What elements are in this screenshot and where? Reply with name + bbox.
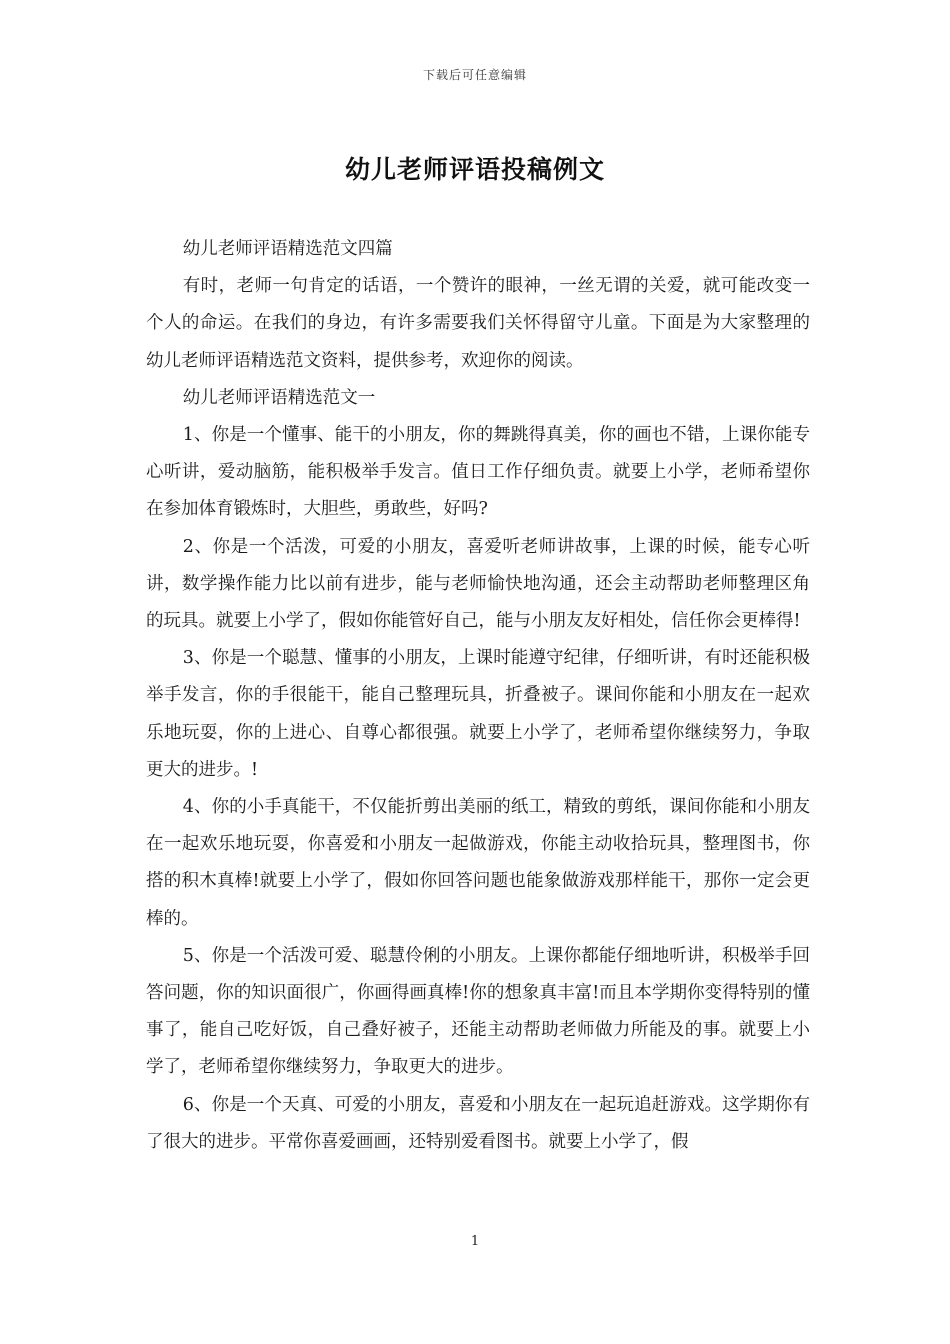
document-body bbox=[146, 231, 810, 1161]
paragraph-comment-5: 5、你是一个活泼可爱、聪慧伶俐的小朋友。上课你都能仔细地听讲，积极举手回答问题，你的知识面很广，你画得画真棒!你的想象真丰富!而且本学期你变得特别的懂事了，能自己吃好饭，自己叠好被子，还能主动帮助老师做力所能及的事。就要上小学了，老师希望你继续努力，争取更大的进步。 bbox=[146, 945, 810, 1078]
paragraph-comment-3: 3、你是一个聪慧、懂事的小朋友，上课时能遵守纪律，仔细听讲，有时还能积极举手发言，你的手很能干，能自己整理玩具，折叠被子。课间你能和小朋友在一起欢乐地玩耍，你的上进心、自尊心都很强。就要上小学了，老师希望你继续努力，争取更大的进步。! bbox=[146, 648, 810, 780]
page-number: 1 bbox=[470, 1234, 480, 1249]
paragraph-comment-1: 1、你是一个懂事、能干的小朋友，你的舞跳得真美，你的画也不错，上课你能专心听讲，爱动脑筋，能积极举手发言。值日工作仔细负责。就要上小学，老师希望你在参加体育锻炼时，大胆些，勇敢些，好吗? bbox=[146, 425, 810, 520]
paragraph-comment-6: 6、你是一个天真、可爱的小朋友，喜爱和小朋友在一起玩追赶游戏。这学期你有了很大的进步。平常你喜爱画画，还特别爱看图书。就要上小学了，假 bbox=[146, 1094, 810, 1152]
paragraph-intro: 有时，老师一句肯定的话语，一个赞许的眼神，一丝无谓的关爱，就可能改变一个人的命运。在我们的身边，有许多需要我们关怀得留守儿童。下面是为大家整理的幼儿老师评语精选范文资料，提供参考，欢迎你的阅读。 bbox=[146, 276, 810, 371]
paragraph-subtitle: 幼儿老师评语精选范文四篇 bbox=[182, 239, 393, 259]
header-note: 下载后可任意编辑 bbox=[422, 68, 527, 82]
document-title: 幼儿老师评语投稿例文 bbox=[344, 155, 605, 184]
paragraph-comment-2: 2、你是一个活泼，可爱的小朋友，喜爱听老师讲故事，上课的时候，能专心听讲，数学操作能力比以前有进步，能与老师愉快地沟通，还会主动帮助老师整理区角的玩具。就要上小学了，假如你能管好自己，能与小朋友友好相处，信任你会更棒得! bbox=[146, 536, 810, 632]
paragraph-comment-4: 4、你的小手真能干，不仅能折剪出美丽的纸工，精致的剪纸，课间你能和小朋友在一起欢乐地玩耍，你喜爱和小朋友一起做游戏，你能主动收拾玩具，整理图书，你搭的积木真棒!就要上小学了，假如你回答问题也能象做游戏那样能干，那你一定会更棒的。 bbox=[146, 797, 810, 929]
paragraph-section-heading: 幼儿老师评语精选范文一 bbox=[182, 387, 376, 408]
